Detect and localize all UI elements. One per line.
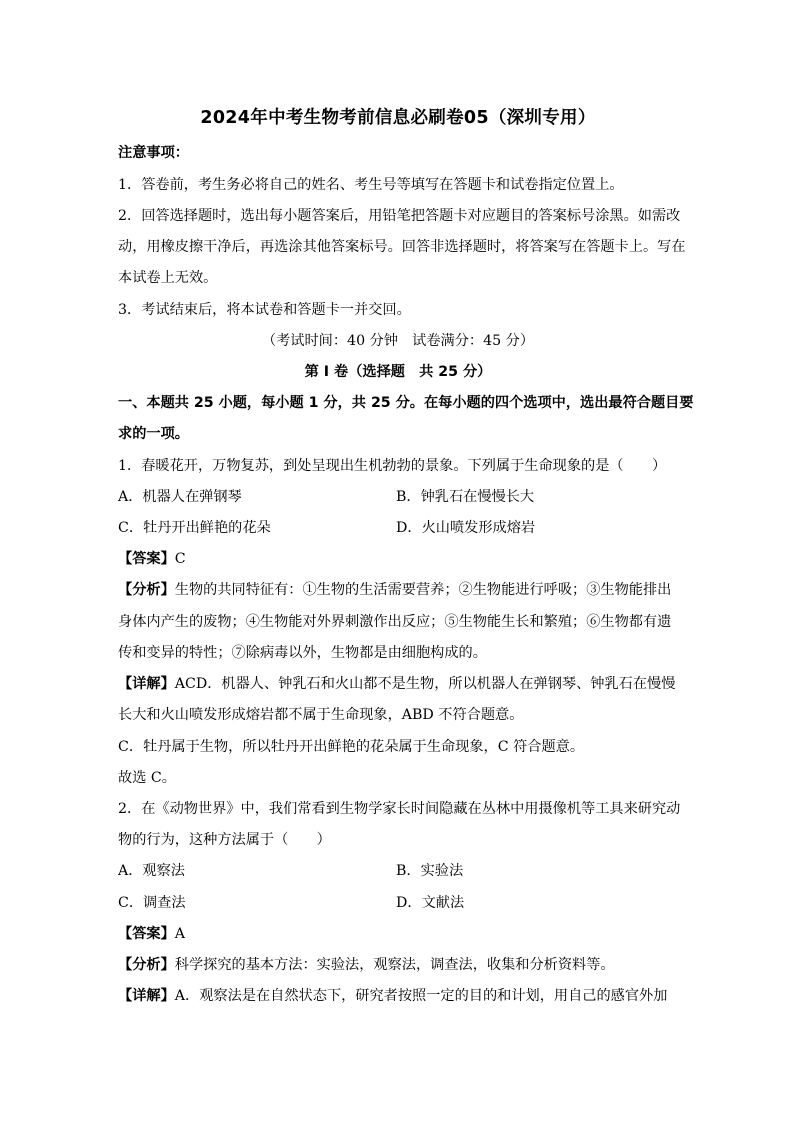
question-2-stem: 2．在《动物世界》中，我们常看到生物学家长时间隐藏在丛林中用摄像机等工具来研究动 <box>118 801 681 817</box>
analysis-text: 生物的共同特征有：①生物的生活需要营养；②生物能进行呼吸；③生物能排出 <box>174 582 672 598</box>
question-1-stem: 1．春暖花开，万物复苏，到处呈现出生机勃勃的景象。下列属于生命现象的是（ ） <box>118 458 667 474</box>
q1-analysis-line: 身体内产生的废物；④生物能对外界刺激作出反应；⑤生物能生长和繁殖；⑥生物都有遗 <box>118 614 672 630</box>
q2-answer <box>118 924 185 944</box>
notice-line: 1．答卷前，考生务必将自己的姓名、考生号等填写在答题卡和试卷指定位置上。 <box>118 177 624 193</box>
q1-option-a: A．机器人在弹钢琴 <box>118 489 242 505</box>
analysis-tag: 【分析】 <box>118 957 175 973</box>
q1-option-d: D．火山喷发形成熔岩 <box>396 520 536 536</box>
q2-option-c: C．调查法 <box>118 895 186 911</box>
section-title: 第 I 卷（选择题 共 25 分） <box>304 364 492 380</box>
notice-line: 本试卷上无效。 <box>118 270 218 286</box>
q1-conclusion: 故选 C。 <box>118 770 176 786</box>
answer-value: A <box>174 926 186 942</box>
q1-answer <box>118 549 186 569</box>
q2-analysis <box>118 955 615 975</box>
section-intro: 一、本题共 25 小题，每小题 1 分，共 25 分。在每小题的四个选项中，选出最符合题目要 <box>118 395 694 411</box>
answer-tag: 【答案】 <box>118 926 175 942</box>
analysis-text: 科学探究的基本方法：实验法，观察法，调查法，收集和分析资料等。 <box>174 957 615 973</box>
q1-detail-line: C．牡丹属于生物，所以牡丹开出鲜艳的花朵属于生命现象，C 符合题意。 <box>118 739 585 755</box>
q2-detail <box>118 986 667 1006</box>
notice-line: 2．回答选择题时，选出每小题答案后，用铅笔把答题卡对应题目的答案标号涂黑。如需改 <box>118 208 681 224</box>
q1-analysis-line: 传和变异的特性；⑦除病毒以外，生物都是由细胞构成的。 <box>118 645 487 661</box>
q2-option-b: B．实验法 <box>396 863 464 879</box>
q2-option-d: D．文献法 <box>396 895 465 911</box>
q1-detail-line: 长大和火山喷发形成熔岩都不属于生命现象，ABD 不符合题意。 <box>118 707 524 723</box>
answer-value: C <box>174 551 186 567</box>
answer-tag: 【答案】 <box>118 551 175 567</box>
q1-analysis <box>118 580 671 600</box>
notice-line: 3．考试结束后，将本试卷和答题卡一并交回。 <box>118 302 411 318</box>
section-intro: 求的一项。 <box>118 426 189 442</box>
analysis-tag: 【分析】 <box>118 582 175 598</box>
page-title: 2024年中考生物考前信息必刷卷05（深圳专用） <box>200 108 596 128</box>
notice-line: 动，用橡皮擦干净后，再选涂其他答案标号。回答非选择题时，将答案写在答题卡上。写在 <box>118 239 686 255</box>
q1-detail <box>118 674 675 694</box>
question-2-stem-line: 物的行为，这种方法属于（ ） <box>118 832 331 848</box>
q1-option-c: C．牡丹开出鲜艳的花朵 <box>118 520 271 536</box>
notice-heading: 注意事项： <box>118 145 189 161</box>
detail-tag: 【详解】 <box>118 988 175 1004</box>
detail-text: A．观察法是在自然状态下，研究者按照一定的目的和计划，用自己的感官外加 <box>174 988 668 1004</box>
detail-tag: 【详解】 <box>118 676 175 692</box>
exam-info: （考试时间：40 分钟 试卷满分：45 分） <box>261 333 535 349</box>
detail-text: ACD．机器人、钟乳石和火山都不是生物，所以机器人在弹钢琴、钟乳石在慢慢 <box>174 676 676 692</box>
q1-option-b: B．钟乳石在慢慢长大 <box>396 489 535 505</box>
q2-option-a: A．观察法 <box>118 863 185 879</box>
